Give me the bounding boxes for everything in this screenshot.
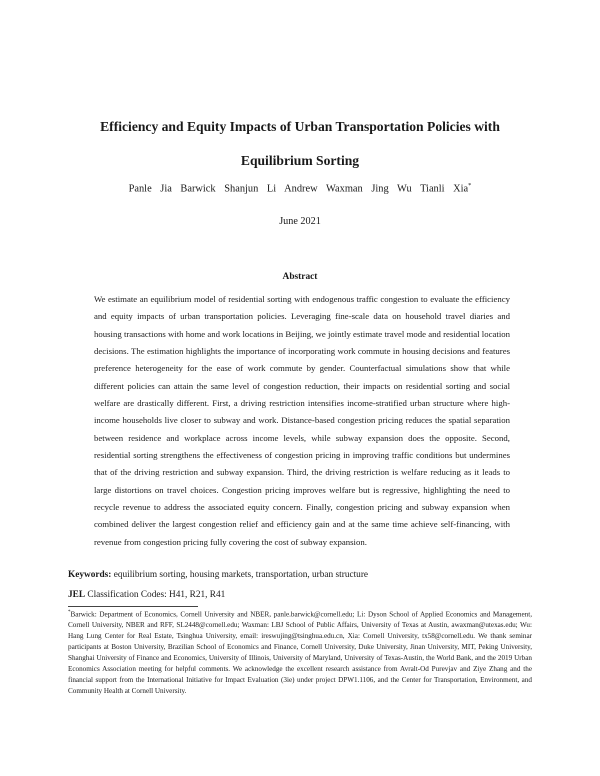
footnote (68, 608, 532, 697)
title-line-1: Efficiency and Equity Impacts of Urban Transportation Policies with (100, 119, 500, 134)
author-name: Shanjun Li (224, 183, 277, 195)
footnote-mark: * (68, 610, 71, 615)
jel-codes: Classification Codes: H41, R21, R41 (87, 590, 226, 600)
author-name: Tianli Xia (420, 183, 469, 195)
abstract-heading: Abstract (282, 272, 318, 282)
jel-line (68, 590, 548, 600)
publication-date: June 2021 (279, 216, 321, 227)
author-name: Jing Wu (371, 183, 412, 195)
jel-label: JEL (68, 590, 86, 600)
author-name: Panle Jia Barwick (128, 183, 216, 195)
author-footnote-mark: * (468, 182, 472, 189)
keywords-list: equilibrium sorting, housing markets, transportation, urban structure (113, 570, 369, 580)
author-name: Andrew Waxman (284, 183, 363, 195)
author-list (60, 182, 540, 194)
title-line-2: Equilibrium Sorting (240, 153, 360, 168)
footnote-divider (68, 606, 198, 607)
keywords-line (68, 570, 548, 580)
paper-title (60, 110, 540, 178)
keywords-label: Keywords: (68, 570, 112, 580)
footnote-text: Barwick: Department of Economics, Cornell University and NBER, panle.barwick@cornell.edu; Li: Dyson School of Applied Economics and Management, Cornell University, NBER and RFF, SL2448@cornell.edu; Waxman: LBJ School of Public Affairs, University of Texas at Austin, awaxman@utexas.edu; Wu: Hang Lung Center for Real Estate, Tsinghua University, email: ireswujing@tsinghua.edu.cn, Xia: Cornell University, tx58@cornell.edu. We thank seminar participants at Boston University, Brazilian School of Economics and Finance, Cornell University, Duke University, Jinan University, MIT, Peking University, Shanghai University of Finance and Economics, University of Illinois, University of Maryland, University of Texas-Austin, the World Bank, and the 2019 Urban Economics Association meeting for helpful comments. We acknowledge the excellent research assistance from Avralt-Od Purevjav and Ziye Zhang and the financial support from the International Initiative for Impact Evaluation (3ie) under project DPW1.1106, and the Center for Transportation, Environment, and Community Health at Cornell University. (68, 610, 532, 695)
abstract-text: We estimate an equilibrium model of residential sorting with endogenous traffic congestion to evaluate the efficiency and equity impacts of urban transportation policies. Leveraging fine-scale data on household travel diaries and housing transactions with home and work locations in Beijing, we jointly estimate travel mode and residential location decisions. The estimation highlights the importance of incorporating work commute in housing decisions and features preference heterogeneity for the ease of work commute by gender. Counterfactual simulations show that while different policies can attain the same level of congestion reduction, their impacts on residential sorting and social welfare are drastically different. First, a driving restriction intensifies income-stratified urban structure where high-income households live closer to subway and work. Distance-based congestion pricing reduces the spatial separation between residence and workplace across income levels, while subway expansion does the opposite. Second, residential sorting strengthens the effectiveness of congestion pricing in improving traffic conditions but undermines that of the driving restriction and subway expansion. Third, the driving restriction is welfare reducing as it leads to large distortions on travel choices. Congestion pricing improves welfare but is regressive, highlighting the need to recycle revenue to address the associated equity concern. Finally, congestion pricing and subway expansion when combined deliver the largest congestion relief and efficiency gain and at the same time achieve self-financing, with revenue from congestion pricing fully covering the cost of subway expansion. (94, 294, 510, 547)
